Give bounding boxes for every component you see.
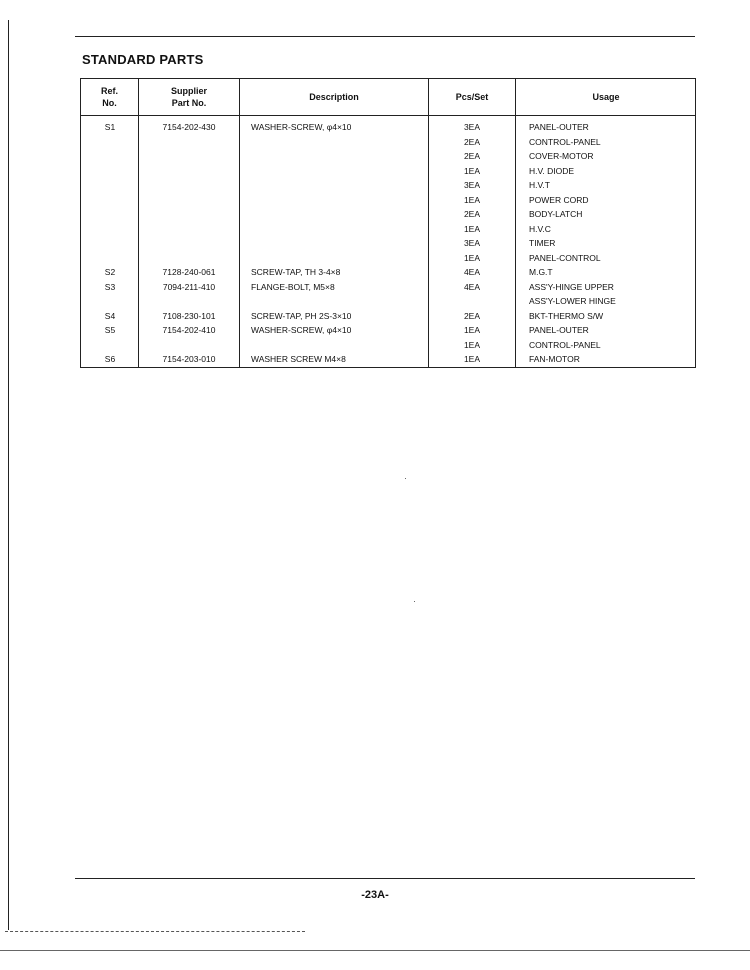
part-no-cell: 7128-240-061: [162, 267, 216, 277]
usage-cell: PANEL-CONTROL: [529, 252, 601, 263]
pcs-set-cell: 1EA: [463, 252, 481, 263]
pcs-set-cell: 3EA: [463, 180, 481, 190]
usage-cell: TIMER: [529, 238, 556, 248]
ref-no-cell: [81, 193, 139, 208]
pcs-set-cell: 1EA: [463, 325, 481, 335]
usage-cell: H.V.C: [529, 223, 551, 234]
header-description: Description: [309, 92, 359, 102]
usage-cell: H.V.T: [529, 180, 550, 190]
header-ref-no: [81, 79, 138, 115]
table-row: [81, 164, 695, 179]
part-no-cell: [139, 149, 239, 164]
scan-speck: [405, 478, 406, 479]
ref-no-cell: [81, 236, 139, 251]
ref-no-cell: [81, 222, 139, 237]
pcs-set-cell: 1EA: [463, 194, 481, 205]
pcs-set-cell: 2EA: [463, 209, 481, 219]
table-row: [81, 338, 695, 353]
usage-cell: BKT-THERMO S/W: [529, 310, 604, 321]
pcs-set-cell: 1EA: [463, 354, 481, 364]
header-ref-line1: Ref.: [100, 86, 118, 96]
part-no-cell: [139, 135, 239, 150]
usage-cell: BODY-LATCH: [529, 209, 583, 219]
table-row: [81, 265, 695, 280]
part-no-cell: [139, 193, 239, 208]
table-row: [81, 178, 695, 193]
description-cell: [251, 193, 426, 208]
description-cell: [251, 178, 426, 193]
description-cell: WASHER-SCREW, φ4×10: [251, 325, 352, 335]
description-cell: [251, 207, 426, 222]
pcs-set-cell: 3EA: [463, 238, 481, 248]
description-cell: [251, 149, 426, 164]
table-row: [81, 294, 695, 309]
bottom-rule: [75, 878, 695, 879]
table-row: [81, 135, 695, 150]
ref-no-cell: S6: [104, 354, 116, 364]
usage-cell: ASS'Y-LOWER HINGE: [529, 296, 616, 306]
description-cell: WASHER-SCREW, φ4×10: [251, 122, 352, 132]
table-row: [81, 149, 695, 164]
pcs-set-cell: 4EA: [463, 267, 481, 277]
description-cell: SCREW-TAP, TH 3-4×8: [251, 267, 341, 277]
table-row: [81, 280, 695, 295]
part-no-cell: 7094-211-410: [162, 281, 216, 292]
ref-no-cell: [81, 294, 139, 309]
scan-artifact-line: [5, 931, 305, 932]
ref-no-cell: S2: [104, 267, 116, 277]
part-no-cell: 7154-202-410: [162, 325, 216, 335]
usage-cell: PANEL-OUTER: [529, 325, 589, 335]
pcs-set-cell: 4EA: [463, 281, 481, 292]
part-no-cell: [139, 222, 239, 237]
page-number: -23A-: [361, 889, 389, 901]
part-no-cell: 7154-202-430: [162, 122, 216, 132]
usage-cell: POWER CORD: [529, 194, 589, 205]
ref-no-cell: [81, 135, 139, 150]
part-no-cell: [139, 294, 239, 309]
ref-no-cell: [81, 164, 139, 179]
part-no-cell: [139, 207, 239, 222]
ref-no-cell: [81, 338, 139, 353]
description-cell: [251, 338, 426, 353]
part-no-cell: 7108-230-101: [162, 310, 216, 321]
section-title: STANDARD PARTS: [82, 52, 204, 67]
scan-speck: [414, 601, 415, 602]
description-cell: [251, 251, 426, 266]
description-cell: [251, 294, 426, 309]
part-no-cell: [139, 178, 239, 193]
header-pcs-set: Pcs/Set: [455, 92, 489, 102]
usage-cell: CONTROL-PANEL: [529, 136, 601, 147]
header-ref-line2: No.: [102, 98, 117, 108]
pcs-set-cell: 3EA: [463, 122, 481, 132]
header-part-line1: Supplier: [170, 86, 207, 96]
header-part-line2: Part No.: [171, 98, 207, 108]
usage-cell: CONTROL-PANEL: [529, 339, 601, 350]
table-row: [81, 120, 695, 135]
header-supplier-part-no: [139, 79, 239, 115]
table-row: [81, 251, 695, 266]
usage-cell: ASS'Y-HINGE UPPER: [529, 281, 614, 292]
ref-no-cell: S4: [104, 310, 116, 321]
pcs-set-cell: 1EA: [463, 339, 481, 350]
table-row: [81, 352, 695, 367]
pcs-set-cell: 1EA: [463, 165, 481, 176]
standard-parts-table: [80, 78, 696, 368]
header-divider: [81, 115, 695, 116]
description-cell: WASHER SCREW M4×8: [251, 354, 346, 364]
part-no-cell: [139, 338, 239, 353]
pcs-set-cell: [429, 294, 515, 309]
table-row: [81, 193, 695, 208]
description-cell: FLANGE-BOLT, M5×8: [251, 281, 335, 292]
usage-cell: M.G.T: [529, 267, 553, 277]
description-cell: [251, 222, 426, 237]
usage-cell: H.V. DIODE: [529, 165, 575, 176]
table-row: [81, 323, 695, 338]
ref-no-cell: S1: [104, 122, 116, 132]
ref-no-cell: S5: [104, 325, 116, 335]
pcs-set-cell: 1EA: [463, 223, 481, 234]
part-no-cell: [139, 251, 239, 266]
usage-cell: COVER-MOTOR: [529, 151, 594, 161]
ref-no-cell: [81, 178, 139, 193]
ref-no-cell: [81, 251, 139, 266]
usage-cell: FAN-MOTOR: [529, 354, 580, 364]
table-row: [81, 236, 695, 251]
top-rule: [75, 36, 695, 37]
description-cell: [251, 135, 426, 150]
ref-no-cell: S3: [104, 281, 116, 292]
description-cell: [251, 164, 426, 179]
part-no-cell: [139, 236, 239, 251]
header-usage: Usage: [592, 92, 620, 102]
description-cell: [251, 236, 426, 251]
ref-no-cell: [81, 149, 139, 164]
usage-cell: PANEL-OUTER: [529, 122, 589, 132]
ref-no-cell: [81, 207, 139, 222]
description-cell: SCREW-TAP, PH 2S-3×10: [251, 310, 352, 321]
scan-left-edge: [8, 20, 9, 930]
table-row: [81, 207, 695, 222]
pcs-set-cell: 2EA: [463, 151, 481, 161]
part-no-cell: [139, 164, 239, 179]
scan-artifact-line: [0, 950, 750, 951]
part-no-cell: 7154-203-010: [162, 354, 216, 364]
pcs-set-cell: 2EA: [463, 310, 481, 321]
table-row: [81, 309, 695, 324]
pcs-set-cell: 2EA: [463, 136, 481, 147]
table-row: [81, 222, 695, 237]
